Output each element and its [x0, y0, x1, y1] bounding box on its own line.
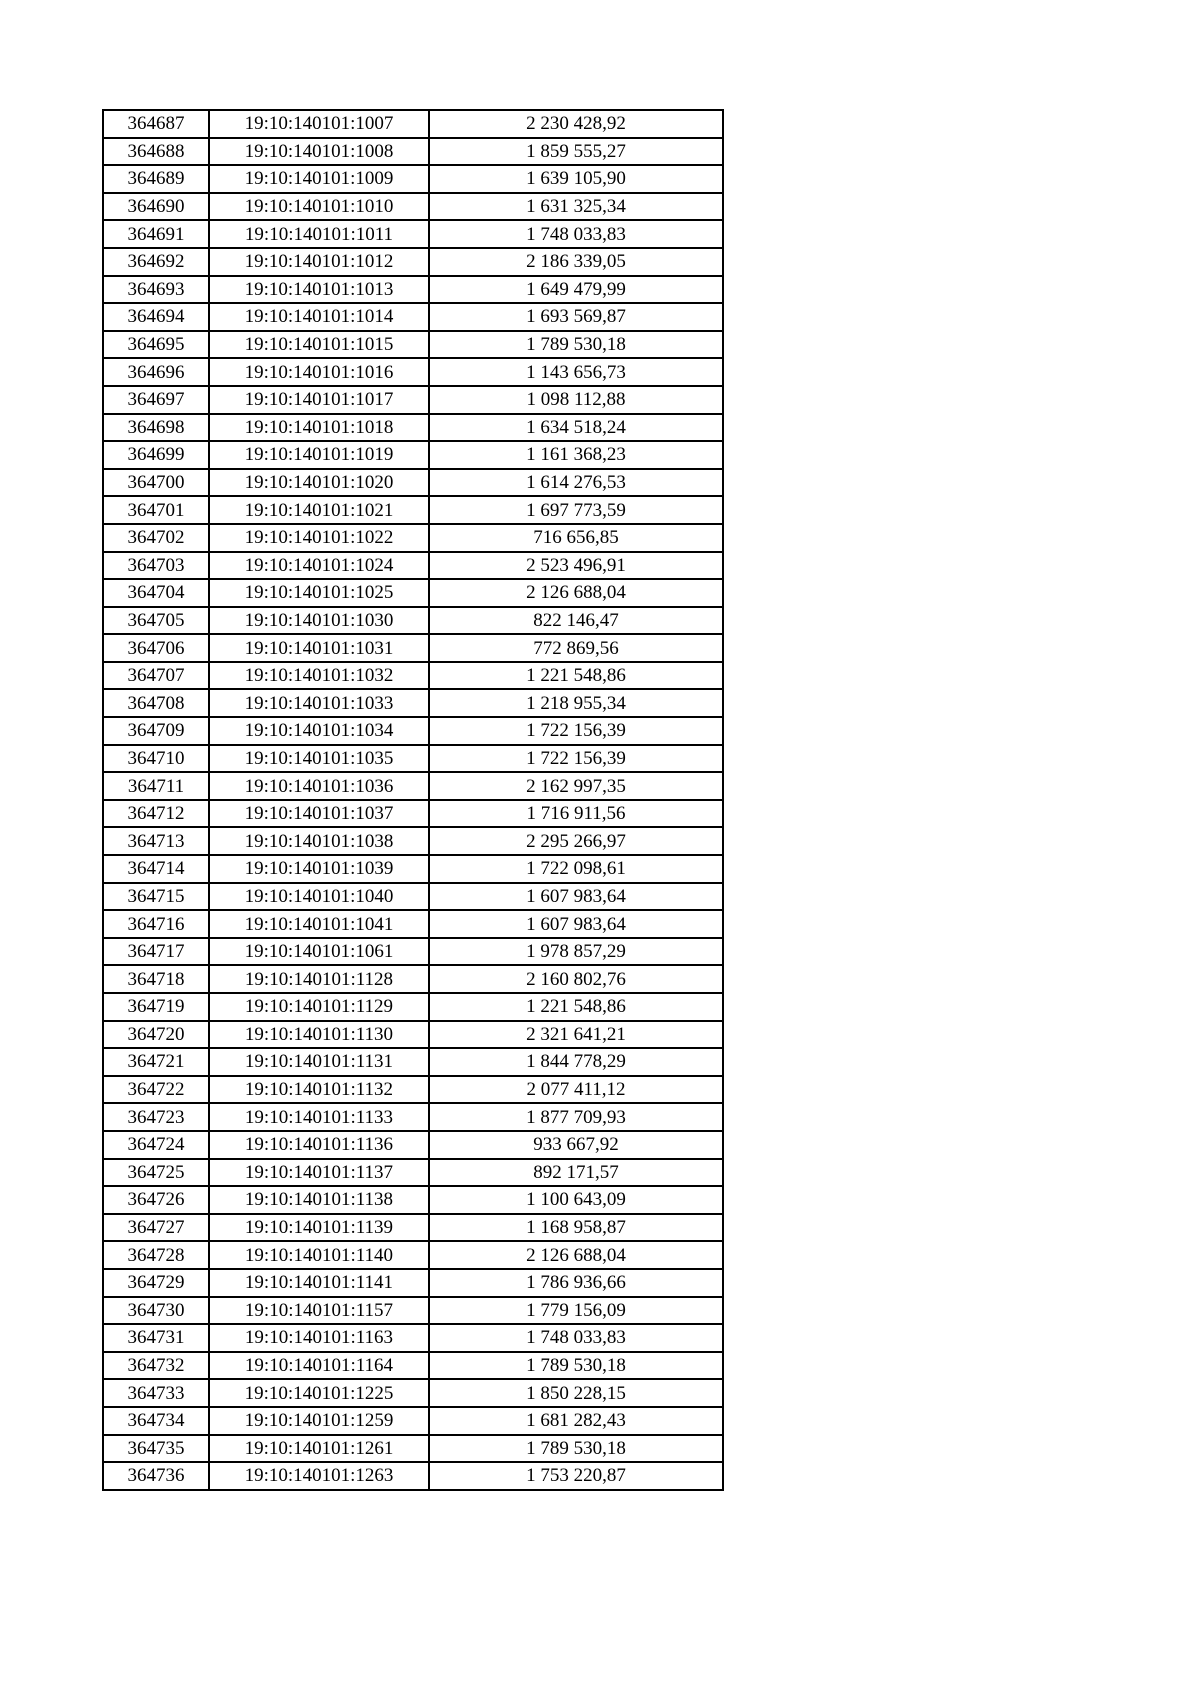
amount-cell: 1 681 282,43	[429, 1407, 723, 1435]
table-row	[103, 276, 723, 304]
amount-cell: 772 869,56	[429, 634, 723, 662]
row-number-cell: 364697	[103, 386, 209, 414]
row-number-cell: 364688	[103, 138, 209, 166]
cadastral-number-cell: 19:10:140101:1018	[209, 414, 429, 442]
table-row	[103, 1131, 723, 1159]
amount-cell: 1 779 156,09	[429, 1297, 723, 1325]
table-row	[103, 855, 723, 883]
cadastral-number-cell: 19:10:140101:1130	[209, 1021, 429, 1049]
row-number-cell: 364717	[103, 938, 209, 966]
cadastral-number-cell: 19:10:140101:1140	[209, 1241, 429, 1269]
cadastral-number-cell: 19:10:140101:1035	[209, 745, 429, 773]
table-row	[103, 1048, 723, 1076]
cadastral-number-cell: 19:10:140101:1017	[209, 386, 429, 414]
cadastral-number-cell: 19:10:140101:1137	[209, 1159, 429, 1187]
cadastral-number-cell: 19:10:140101:1164	[209, 1352, 429, 1380]
row-number-cell: 364693	[103, 276, 209, 304]
cadastral-number-cell: 19:10:140101:1025	[209, 579, 429, 607]
amount-cell: 1 716 911,56	[429, 800, 723, 828]
table-row	[103, 524, 723, 552]
table-row	[103, 165, 723, 193]
row-number-cell: 364729	[103, 1269, 209, 1297]
table-row	[103, 1269, 723, 1297]
row-number-cell: 364694	[103, 303, 209, 331]
table-row	[103, 303, 723, 331]
table-row	[103, 745, 723, 773]
table-row	[103, 110, 723, 138]
cadastral-number-cell: 19:10:140101:1014	[209, 303, 429, 331]
table-row	[103, 193, 723, 221]
cadastral-number-cell: 19:10:140101:1261	[209, 1435, 429, 1463]
amount-cell: 2 162 997,35	[429, 772, 723, 800]
row-number-cell: 364706	[103, 634, 209, 662]
table-row	[103, 772, 723, 800]
table-row	[103, 358, 723, 386]
amount-cell: 1 221 548,86	[429, 993, 723, 1021]
table-row	[103, 1241, 723, 1269]
cadastral-number-cell: 19:10:140101:1133	[209, 1103, 429, 1131]
amount-cell: 2 295 266,97	[429, 827, 723, 855]
table-row	[103, 717, 723, 745]
row-number-cell: 364714	[103, 855, 209, 883]
amount-cell: 1 859 555,27	[429, 138, 723, 166]
row-number-cell: 364709	[103, 717, 209, 745]
cadastral-number-cell: 19:10:140101:1032	[209, 662, 429, 690]
row-number-cell: 364723	[103, 1103, 209, 1131]
amount-cell: 1 697 773,59	[429, 496, 723, 524]
amount-cell: 1 978 857,29	[429, 938, 723, 966]
amount-cell: 1 693 569,87	[429, 303, 723, 331]
cadastral-number-cell: 19:10:140101:1013	[209, 276, 429, 304]
cadastral-number-cell: 19:10:140101:1263	[209, 1462, 429, 1490]
amount-cell: 1 607 983,64	[429, 883, 723, 911]
row-number-cell: 364705	[103, 607, 209, 635]
cadastral-number-cell: 19:10:140101:1030	[209, 607, 429, 635]
cadastral-number-cell: 19:10:140101:1031	[209, 634, 429, 662]
amount-cell: 1 143 656,73	[429, 358, 723, 386]
row-number-cell: 364730	[103, 1297, 209, 1325]
amount-cell: 892 171,57	[429, 1159, 723, 1187]
amount-cell: 2 186 339,05	[429, 248, 723, 276]
amount-cell: 1 722 156,39	[429, 717, 723, 745]
cadastral-number-cell: 19:10:140101:1020	[209, 469, 429, 497]
table-row	[103, 386, 723, 414]
row-number-cell: 364704	[103, 579, 209, 607]
table-row	[103, 1407, 723, 1435]
row-number-cell: 364728	[103, 1241, 209, 1269]
row-number-cell: 364702	[103, 524, 209, 552]
amount-cell: 1 634 518,24	[429, 414, 723, 442]
row-number-cell: 364711	[103, 772, 209, 800]
cadastral-number-cell: 19:10:140101:1128	[209, 965, 429, 993]
row-number-cell: 364707	[103, 662, 209, 690]
amount-cell: 2 160 802,76	[429, 965, 723, 993]
row-number-cell: 364733	[103, 1379, 209, 1407]
amount-cell: 1 161 368,23	[429, 441, 723, 469]
row-number-cell: 364724	[103, 1131, 209, 1159]
cadastral-number-cell: 19:10:140101:1157	[209, 1297, 429, 1325]
cadastral-number-cell: 19:10:140101:1034	[209, 717, 429, 745]
row-number-cell: 364689	[103, 165, 209, 193]
cadastral-number-cell: 19:10:140101:1225	[209, 1379, 429, 1407]
amount-cell: 1 753 220,87	[429, 1462, 723, 1490]
row-number-cell: 364703	[103, 552, 209, 580]
table-row	[103, 579, 723, 607]
amount-cell: 2 126 688,04	[429, 579, 723, 607]
table-row	[103, 248, 723, 276]
table-row	[103, 883, 723, 911]
data-table	[102, 109, 724, 1491]
cadastral-number-cell: 19:10:140101:1041	[209, 910, 429, 938]
cadastral-number-cell: 19:10:140101:1136	[209, 1131, 429, 1159]
row-number-cell: 364731	[103, 1324, 209, 1352]
amount-cell: 1 221 548,86	[429, 662, 723, 690]
table-row	[103, 552, 723, 580]
amount-cell: 822 146,47	[429, 607, 723, 635]
cadastral-number-cell: 19:10:140101:1008	[209, 138, 429, 166]
amount-cell: 1 748 033,83	[429, 1324, 723, 1352]
table-row	[103, 634, 723, 662]
row-number-cell: 364708	[103, 689, 209, 717]
table-row	[103, 965, 723, 993]
table-row	[103, 331, 723, 359]
cadastral-number-cell: 19:10:140101:1259	[209, 1407, 429, 1435]
row-number-cell: 364690	[103, 193, 209, 221]
table-row	[103, 800, 723, 828]
table-row	[103, 1324, 723, 1352]
table-row	[103, 1103, 723, 1131]
row-number-cell: 364734	[103, 1407, 209, 1435]
cadastral-number-cell: 19:10:140101:1131	[209, 1048, 429, 1076]
row-number-cell: 364725	[103, 1159, 209, 1187]
table-row	[103, 1214, 723, 1242]
cadastral-number-cell: 19:10:140101:1033	[209, 689, 429, 717]
table-row	[103, 993, 723, 1021]
amount-cell: 1 786 936,66	[429, 1269, 723, 1297]
amount-cell: 1 098 112,88	[429, 386, 723, 414]
row-number-cell: 364687	[103, 110, 209, 138]
amount-cell: 1 218 955,34	[429, 689, 723, 717]
cadastral-number-cell: 19:10:140101:1139	[209, 1214, 429, 1242]
cadastral-number-cell: 19:10:140101:1021	[209, 496, 429, 524]
row-number-cell: 364699	[103, 441, 209, 469]
row-number-cell: 364736	[103, 1462, 209, 1490]
row-number-cell: 364691	[103, 220, 209, 248]
cadastral-number-cell: 19:10:140101:1132	[209, 1076, 429, 1104]
amount-cell: 1 100 643,09	[429, 1186, 723, 1214]
table-body	[103, 110, 723, 1490]
row-number-cell: 364715	[103, 883, 209, 911]
row-number-cell: 364732	[103, 1352, 209, 1380]
amount-cell: 1 639 105,90	[429, 165, 723, 193]
row-number-cell: 364722	[103, 1076, 209, 1104]
row-number-cell: 364700	[103, 469, 209, 497]
cadastral-number-cell: 19:10:140101:1012	[209, 248, 429, 276]
table-row	[103, 1379, 723, 1407]
cadastral-number-cell: 19:10:140101:1138	[209, 1186, 429, 1214]
cadastral-number-cell: 19:10:140101:1129	[209, 993, 429, 1021]
amount-cell: 1 844 778,29	[429, 1048, 723, 1076]
row-number-cell: 364726	[103, 1186, 209, 1214]
amount-cell: 2 230 428,92	[429, 110, 723, 138]
cadastral-number-cell: 19:10:140101:1024	[209, 552, 429, 580]
cadastral-number-cell: 19:10:140101:1038	[209, 827, 429, 855]
row-number-cell: 364692	[103, 248, 209, 276]
cadastral-number-cell: 19:10:140101:1040	[209, 883, 429, 911]
cadastral-number-cell: 19:10:140101:1036	[209, 772, 429, 800]
row-number-cell: 364698	[103, 414, 209, 442]
amount-cell: 1 789 530,18	[429, 1435, 723, 1463]
table-row	[103, 1186, 723, 1214]
row-number-cell: 364701	[103, 496, 209, 524]
cadastral-number-cell: 19:10:140101:1163	[209, 1324, 429, 1352]
cadastral-number-cell: 19:10:140101:1016	[209, 358, 429, 386]
cadastral-number-cell: 19:10:140101:1039	[209, 855, 429, 883]
table-row	[103, 414, 723, 442]
amount-cell: 1 877 709,93	[429, 1103, 723, 1131]
table-row	[103, 220, 723, 248]
amount-cell: 1 850 228,15	[429, 1379, 723, 1407]
amount-cell: 1 722 156,39	[429, 745, 723, 773]
table-row	[103, 1021, 723, 1049]
cadastral-number-cell: 19:10:140101:1141	[209, 1269, 429, 1297]
row-number-cell: 364696	[103, 358, 209, 386]
cadastral-number-cell: 19:10:140101:1061	[209, 938, 429, 966]
table-row	[103, 441, 723, 469]
amount-cell: 2 126 688,04	[429, 1241, 723, 1269]
cadastral-number-cell: 19:10:140101:1015	[209, 331, 429, 359]
table-row	[103, 1076, 723, 1104]
row-number-cell: 364735	[103, 1435, 209, 1463]
amount-cell: 1 748 033,83	[429, 220, 723, 248]
amount-cell: 1 789 530,18	[429, 1352, 723, 1380]
cadastral-number-cell: 19:10:140101:1009	[209, 165, 429, 193]
table-row	[103, 910, 723, 938]
amount-cell: 2 077 411,12	[429, 1076, 723, 1104]
amount-cell: 716 656,85	[429, 524, 723, 552]
row-number-cell: 364720	[103, 1021, 209, 1049]
table-row	[103, 662, 723, 690]
table-row	[103, 138, 723, 166]
row-number-cell: 364719	[103, 993, 209, 1021]
table-row	[103, 1352, 723, 1380]
cadastral-number-cell: 19:10:140101:1010	[209, 193, 429, 221]
row-number-cell: 364718	[103, 965, 209, 993]
row-number-cell: 364695	[103, 331, 209, 359]
table-row	[103, 1159, 723, 1187]
table-row	[103, 938, 723, 966]
table-row	[103, 496, 723, 524]
amount-cell: 1 649 479,99	[429, 276, 723, 304]
cadastral-number-cell: 19:10:140101:1037	[209, 800, 429, 828]
cadastral-number-cell: 19:10:140101:1022	[209, 524, 429, 552]
cadastral-number-cell: 19:10:140101:1007	[209, 110, 429, 138]
amount-cell: 1 614 276,53	[429, 469, 723, 497]
row-number-cell: 364727	[103, 1214, 209, 1242]
table-row	[103, 1435, 723, 1463]
row-number-cell: 364710	[103, 745, 209, 773]
row-number-cell: 364713	[103, 827, 209, 855]
table-row	[103, 607, 723, 635]
row-number-cell: 364712	[103, 800, 209, 828]
amount-cell: 1 722 098,61	[429, 855, 723, 883]
row-number-cell: 364716	[103, 910, 209, 938]
amount-cell: 1 607 983,64	[429, 910, 723, 938]
cadastral-number-cell: 19:10:140101:1011	[209, 220, 429, 248]
amount-cell: 933 667,92	[429, 1131, 723, 1159]
amount-cell: 1 168 958,87	[429, 1214, 723, 1242]
amount-cell: 2 321 641,21	[429, 1021, 723, 1049]
amount-cell: 1 631 325,34	[429, 193, 723, 221]
table-row	[103, 1297, 723, 1325]
row-number-cell: 364721	[103, 1048, 209, 1076]
table-row	[103, 1462, 723, 1490]
table-row	[103, 827, 723, 855]
amount-cell: 2 523 496,91	[429, 552, 723, 580]
table-row	[103, 469, 723, 497]
cadastral-number-cell: 19:10:140101:1019	[209, 441, 429, 469]
table-row	[103, 689, 723, 717]
amount-cell: 1 789 530,18	[429, 331, 723, 359]
